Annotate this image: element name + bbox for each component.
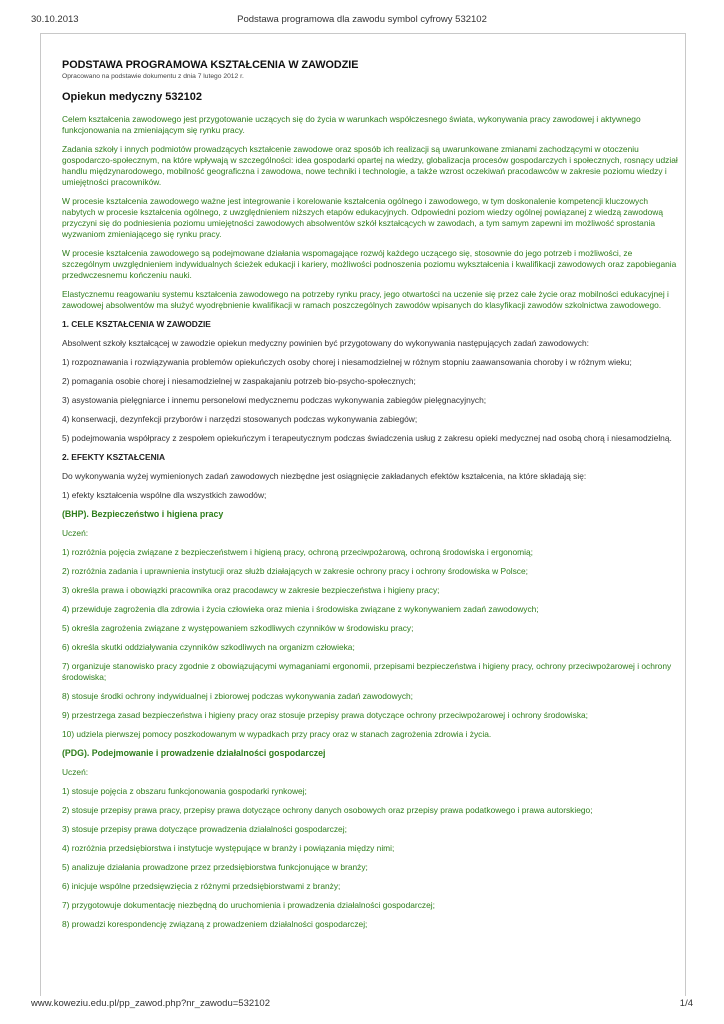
- task-item: 5) podejmowania współpracy z zespołem opiekuńczym i terapeutycznym podczas świadczenia usług z zakresu opieki medycznej nad osobą chorą i niesamodzielną.: [62, 433, 672, 443]
- bhp-item: 9) przestrzega zasad bezpieczeństwa i higieny pracy oraz stosuje przepisy prawa dotyczące ochrony przeciwpożarowej i ochrony środowiska;: [62, 710, 589, 720]
- bhp-item: 5) określa zagrożenia związane z występowaniem szkodliwych czynników w środowisku pracy;: [62, 623, 414, 633]
- task-item: 2) pomagania osobie chorej i niesamodzielnej w zaspakajaniu potrzeb bio-psycho-społecznych;: [62, 376, 416, 386]
- pdg-heading: (PDG). Podejmowanie i prowadzenie działalności gospodarczej: [62, 748, 326, 758]
- print-url: www.koweziu.edu.pl/pp_zawod.php?nr_zawodu=532102: [31, 998, 270, 1009]
- document-body: [62, 58, 682, 938]
- bhp-student-label: Uczeń:: [62, 528, 89, 538]
- bhp-item: 10) udziela pierwszej pomocy poszkodowanym w wypadkach przy pracy oraz w stanach zagrożenia zdrowia i życia.: [62, 729, 492, 739]
- bhp-item: 4) przewiduje zagrożenia dla zdrowia i życia człowieka oraz mienia i środowiska związane z wykonywaniem zadań zawodowych;: [62, 604, 539, 614]
- section-2-heading: 2. EFEKTY KSZTAŁCENIA: [62, 452, 165, 462]
- intro-paragraph: W procesie kształcenia zawodowego ważne jest integrowanie i korelowanie kształcenia ogólnego i zawodowego, w tym doskonalenie kompetencji kluczowych nabytych w procesie kształcenia ogólnego, z uwzględnieniem niższych etapów edukacyjnych. Odpowiedni poziom wiedzy ogólnej powiązanej z wiedzą zawodową przyczyni się do podniesienia poziomu umiejętności zawodowych absolwentów szkół kształcących w zawodach, a tym samym zapewni im możliwość sprostania wyzwaniom zmieniającego się rynku pracy.: [62, 196, 664, 239]
- intro-paragraph: Zadania szkoły i innych podmiotów prowadzących kształcenie zawodowe oraz sposób ich realizacji są uwarunkowane zmianami zachodzącymi w otoczeniu gospodarczo-społecznym, na które wpływają w szczególności: idea gospodarki opartej na wiedzy, globalizacja procesów gospodarczych i społecznych, rosnący udział handlu międzynarodowego, mobilność geograficzna i zawodowa, nowe techniki i technologie, a także wzrost oczekiwań pracodawców w zakresie poziomu wiedzy i umiejętności pracowników.: [62, 144, 678, 187]
- print-footer: [31, 998, 693, 1012]
- pdg-item: 5) analizuje działania prowadzone przez przedsiębiorstwa funkcjonujące w branży;: [62, 862, 368, 872]
- pdg-item: 6) inicjuje wspólne przedsięwzięcia z różnymi przedsiębiorstwami z branży;: [62, 881, 341, 891]
- page-number: 1/4: [679, 998, 693, 1009]
- bhp-item: 1) rozróżnia pojęcia związane z bezpieczeństwem i higieną pracy, ochroną przeciwpożarową, ochroną środowiska i ergonomią;: [62, 547, 533, 557]
- profession-heading: Opiekun medyczny 532102: [62, 91, 203, 103]
- section-1-heading: 1. CELE KSZTAŁCENIA W ZAWODZIE: [62, 319, 211, 329]
- document-title: PODSTAWA PROGRAMOWA KSZTAŁCENIA W ZAWODZIE: [62, 59, 359, 71]
- bhp-item: 8) stosuje środki ochrony indywidualnej i zbiorowej podczas wykonywania zadań zawodowych;: [62, 691, 414, 701]
- print-date: 30.10.2013: [31, 14, 79, 25]
- bhp-item: 3) określa prawa i obowiązki pracownika oraz pracodawcy w zakresie bezpieczeństwa i higieny pracy;: [62, 585, 440, 595]
- task-item: 1) rozpoznawania i rozwiązywania problemów opiekuńczych osoby chorej i niesamodzielnej w różnym stopniu zaawansowania choroby i w różnym wieku;: [62, 357, 632, 367]
- section-1-lead: Absolwent szkoły kształcącej w zawodzie opiekun medyczny powinien być przygotowany do wykonywania następujących zadań zawodowych:: [62, 338, 589, 348]
- pdg-item: 7) przygotowuje dokumentację niezbędną do uruchomienia i prowadzenia działalności gospodarczej;: [62, 900, 435, 910]
- pdg-item: 4) rozróżnia przedsiębiorstwa i instytucje występujące w branży i powiązania między nimi;: [62, 843, 395, 853]
- pdg-item: 2) stosuje przepisy prawa pracy, przepisy prawa dotyczące ochrony danych osobowych oraz przepisy prawa podatkowego i prawa autorskiego;: [62, 805, 593, 815]
- intro-paragraph: Elastycznemu reagowaniu systemu kształcenia zawodowego na potrzeby rynku pracy, jego otwartości na uczenie się przez całe życie oraz mobilności edukacyjnej i zawodowej absolwentów ma służyć wyodrębnienie kwalifikacji w ramach poszczególnych zawodów wpisanych do klasyfikacji zawodów szkolnictwa zawodowego.: [62, 289, 669, 310]
- task-item: 4) konserwacji, dezynfekcji przyborów i narzędzi stosowanych podczas wykonywania zabiegów;: [62, 414, 418, 424]
- bhp-item: 6) określa skutki oddziaływania czynników szkodliwych na organizm człowieka;: [62, 642, 355, 652]
- bhp-item: 7) organizuje stanowisko pracy zgodnie z obowiązującymi wymaganiami ergonomii, przepisami bezpieczeństwa i higieny pracy, ochrony przeciwpożarowej i ochrony środowiska;: [62, 661, 672, 682]
- pdg-student-label: Uczeń:: [62, 767, 89, 777]
- bhp-item: 2) rozróżnia zadania i uprawnienia instytucji oraz służb działających w zakresie ochrony pracy i ochrony środowiska w Polsce;: [62, 566, 528, 576]
- bhp-heading: (BHP). Bezpieczeństwo i higiena pracy: [62, 509, 224, 519]
- section-2-lead: Do wykonywania wyżej wymienionych zadań zawodowych niezbędne jest osiągnięcie zakładanych efektów kształcenia, na które składają się:: [62, 471, 587, 481]
- pdg-item: 3) stosuje przepisy prawa dotyczące prowadzenia działalności gospodarczej;: [62, 824, 347, 834]
- intro-paragraph: W procesie kształcenia zawodowego są podejmowane działania wspomagające rozwój każdego uczącego się, stosownie do jego potrzeb i możliwości, ze szczególnym uwzględnieniem indywidualnych ścieżek edukacji i kariery, możliwości podnoszenia poziomu wykształcenia i kwalifikacji zawodowych oraz zapobiegania przedwczesnemu kończeniu nauki.: [62, 248, 677, 280]
- pdg-item: 1) stosuje pojęcia z obszaru funkcjonowania gospodarki rynkowej;: [62, 786, 307, 796]
- pdg-item: 8) prowadzi korespondencję związaną z prowadzeniem działalności gospodarczej;: [62, 919, 368, 929]
- section-2-sublead: 1) efekty kształcenia wspólne dla wszystkich zawodów;: [62, 490, 267, 500]
- intro-paragraph: Celem kształcenia zawodowego jest przygotowanie uczących się do życia w warunkach współczesnego świata, wykonywania pracy zawodowej i aktywnego funkcjonowania na zmieniającym się rynku pracy.: [62, 114, 641, 135]
- print-header: [31, 14, 693, 28]
- print-title: Podstawa programowa dla zawodu symbol cyfrowy 532102: [237, 14, 487, 25]
- document-subtitle: Opracowano na podstawie dokumentu z dnia 7 lutego 2012 r.: [62, 73, 244, 80]
- task-item: 3) asystowania pielęgniarce i innemu personelowi medycznemu podczas wykonywania zabiegów pielęgnacyjnych;: [62, 395, 487, 405]
